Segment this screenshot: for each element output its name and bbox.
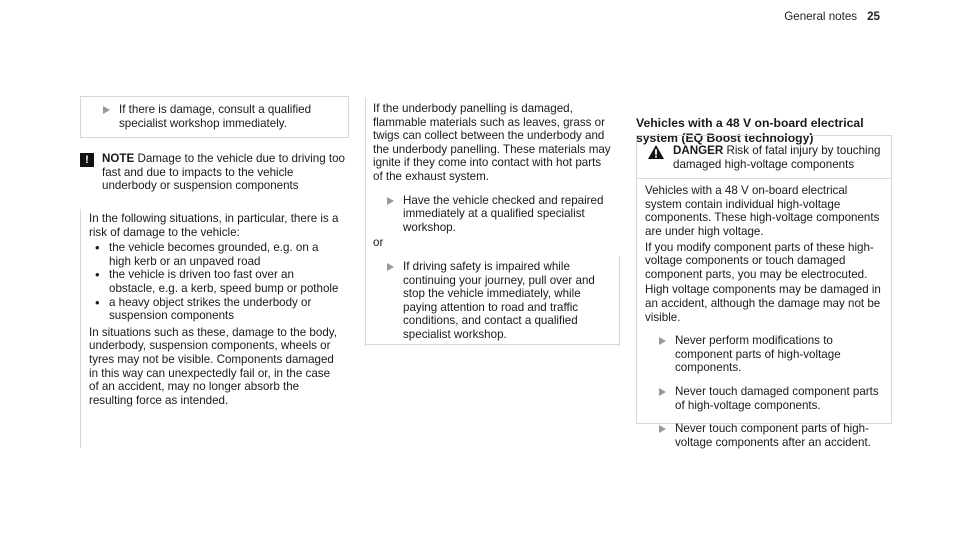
instruction-step	[103, 103, 336, 130]
list-item: • the vehicle is driven too fast over an obstacle, e.g. a kerb, speed bump or pothole	[109, 268, 342, 295]
panelling-intro: If the underbody panelling is damaged, flammable materials such as leaves, grass or twigs can collect between the underbody and the underbody panelling. These materials may ignite if they come into contact with hot parts of the exhaust system.	[373, 102, 611, 183]
note-intro: In the following situations, in particular, there is a risk of damage to the vehicle:	[89, 212, 339, 239]
exclamation-icon: !	[80, 153, 94, 167]
step-arrow-icon	[103, 106, 110, 114]
note-body: Damage to the vehicle due to driving too fast and due to impacts to the vehicle underbody or suspension components	[102, 152, 345, 193]
instruction-step	[659, 385, 883, 412]
list-item: • the vehicle becomes grounded, e.g. on a high kerb or an unpaved road	[109, 241, 342, 268]
section-heading: Vehicles with a 48 V on-board electrical system (EQ Boost technology)	[636, 116, 864, 145]
danger-body: Risk of fatal injury by touching damaged high-voltage components	[673, 144, 881, 171]
step-text: Have the vehicle checked and repaired immediately at a qualified specialist workshop.	[403, 193, 604, 234]
step-arrow-icon	[387, 197, 394, 205]
note-block	[80, 148, 350, 448]
note-text	[102, 152, 348, 193]
damage-step-box	[80, 96, 349, 138]
instruction-step	[659, 422, 883, 449]
or-label: or	[373, 236, 384, 250]
instruction-step	[659, 334, 883, 375]
danger-para-1: Vehicles with a 48 V on-board electrical system contain individual high-voltage components. These high-voltage components are under high voltage.	[645, 184, 880, 238]
note-title: NOTE	[102, 152, 135, 165]
step-arrow-icon	[387, 263, 394, 271]
step-text: Never touch component parts of high-voltage components after an accident.	[675, 422, 871, 449]
danger-text	[673, 144, 881, 171]
page-number: 25	[867, 10, 880, 23]
step-text: Never perform modifications to component parts of high-voltage components.	[675, 334, 841, 375]
step-text: If driving safety is impaired while continuing your journey, pull over and stop the vehicle immediately, while paying attention to road and traffic conditions, and contact a qualified specialist workshop.	[403, 259, 595, 341]
instruction-step	[387, 260, 613, 342]
panelling-block	[365, 98, 621, 346]
note-outro: In situations such as these, damage to the body, underbody, suspension components, wheels or tyres may not be visible. Components damaged in this way can unexpectedly fail or, in the case of an accident, may no longer absorb the resulting force as intended.	[89, 325, 337, 407]
danger-header	[637, 136, 891, 179]
danger-para-2: If you modify component parts of these high-voltage components or touch damaged component parts, you may be electrocuted.	[645, 240, 874, 281]
page-header	[784, 10, 880, 24]
danger-box	[636, 135, 892, 449]
step-arrow-icon	[659, 388, 666, 396]
list-item: • a heavy object strikes the underbody or suspension components	[109, 296, 342, 323]
step-arrow-icon	[659, 337, 666, 345]
warning-triangle-icon	[647, 144, 665, 160]
situation-list	[89, 241, 342, 323]
danger-label: DANGER	[673, 144, 724, 157]
note-body-section	[80, 209, 348, 448]
instruction-step	[387, 194, 613, 235]
step-text: Never touch damaged component parts of high-voltage components.	[675, 384, 879, 412]
section-name: General notes	[784, 10, 858, 23]
danger-para-3: High voltage components may be damaged in an accident, although the damage may not be visible.	[645, 283, 881, 324]
step-text: If there is damage, consult a qualified specialist workshop immediately.	[119, 103, 312, 130]
step-arrow-icon	[659, 425, 666, 433]
